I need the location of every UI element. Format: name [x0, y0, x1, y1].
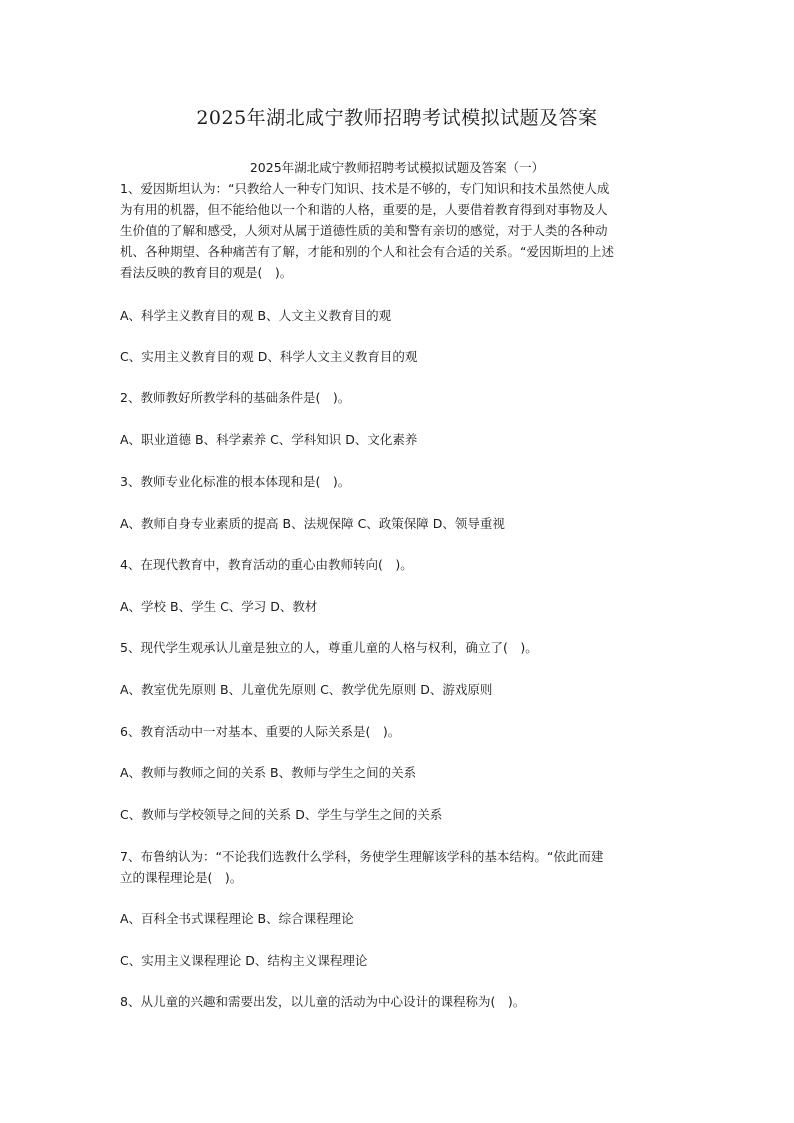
question-8-stem: 8、从儿童的兴趣和需要出发，以儿童的活动为中心设计的课程称为( )。 — [120, 994, 526, 1009]
question-1-line: 看法反映的教育目的观是( )。 — [120, 265, 293, 280]
question-1-line: 机、各种期望、各种痛苦有了解，才能和别的个人和社会有合适的关系。“爱因斯坦的上述 — [120, 244, 614, 259]
question-7-options-cd: C、实用主义课程理论 D、结构主义课程理论 — [120, 953, 368, 968]
document-title: 2025年湖北咸宁教师招聘考试模拟试题及答案 — [196, 107, 598, 129]
question-5-options: A、教室优先原则 B、儿童优先原则 C、教学优先原则 D、游戏原则 — [120, 682, 493, 697]
question-1-stem — [120, 178, 680, 283]
question-3-stem: 3、教师专业化标准的根本体现和是( )。 — [120, 474, 351, 489]
document-subtitle: 2025年湖北咸宁教师招聘考试模拟试题及答案（一） — [249, 160, 545, 175]
question-1-options-cd: C、实用主义教育目的观 D、科学人文主义教育目的观 — [120, 349, 418, 364]
question-3-options: A、教师自身专业素质的提高 B、法规保障 C、政策保障 D、领导重视 — [120, 516, 505, 531]
question-2-options: A、职业道德 B、科学素养 C、学科知识 D、文化素养 — [120, 432, 418, 447]
question-5-stem: 5、现代学生观承认儿童是独立的人，尊重儿童的人格与权利，确立了( )。 — [120, 640, 538, 655]
question-7-line: 立的课程理论是( )。 — [120, 870, 243, 885]
question-4-options: A、学校 B、学生 C、学习 D、教材 — [120, 599, 318, 614]
question-6-stem: 6、教育活动中一对基本、重要的人际关系是( )。 — [120, 724, 401, 739]
question-7-options-ab: A、百科全书式课程理论 B、综合课程理论 — [120, 911, 354, 926]
question-1-line: 为有用的机器，但不能给他以一个和谐的人格，重要的是，人要借着教育得到对事物及人 — [120, 202, 608, 217]
question-7-line: 7、布鲁纳认为：“不论我们选教什么学科，务使学生理解该学科的基本结构。“依此而建 — [120, 849, 604, 864]
question-6-options-ab: A、教师与教师之间的关系 B、教师与学生之间的关系 — [120, 765, 417, 780]
question-1-options-ab: A、科学主义教育目的观 B、人文主义教育目的观 — [120, 308, 392, 323]
question-6-options-cd: C、教师与学校领导之间的关系 D、学生与学生之间的关系 — [120, 807, 443, 822]
question-1-line: 生价值的了解和感受，人须对从属于道德性质的美和警有亲切的感觉，对于人类的各种动 — [120, 223, 608, 238]
question-4-stem: 4、在现代教育中，教育活动的重心由教师转向( )。 — [120, 557, 413, 572]
question-1-line: 1、爱因斯坦认为：“只教给人一种专门知识、技术是不够的，专门知识和技术虽然使人成 — [120, 181, 610, 196]
question-2-stem: 2、教师教好所教学科的基础条件是( )。 — [120, 390, 351, 405]
